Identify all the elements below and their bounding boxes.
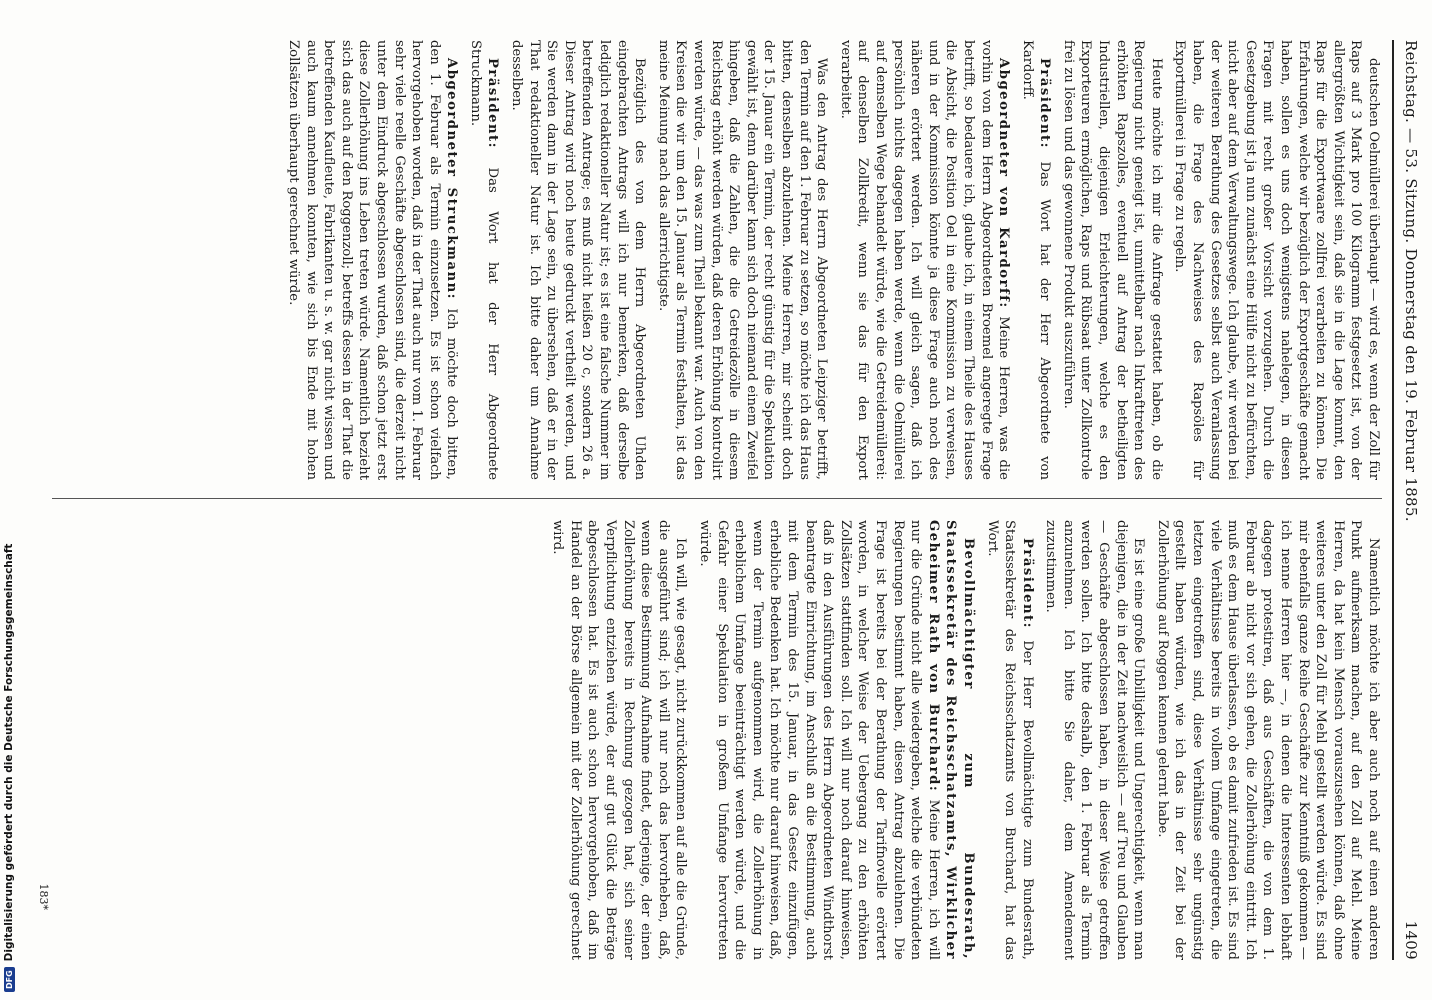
signature-mark: 183* <box>37 883 50 910</box>
right-column <box>543 520 1382 960</box>
speaker-name: Präsident: <box>1037 58 1053 150</box>
body-paragraph: Bezüglich des von dem Herrn Abgeordneten Uhden eingebrachten Antrags will ich nur bemerken, daß derselbe lediglich redaktioneller Natur ist; es ist eine falsche Nummer im betreffenden Antrage; es muß nicht heißen 20 c, sondern 26 a. Dieser Antrag wird noch heute gedruckt vertheilt werden, und Sie werden dann in der Lage sein, zu übersehen, daß er in der That redaktioneller Natur ist. Ich bitte daher um Annahme desselben. <box>509 40 648 480</box>
speaker-paragraph <box>1018 40 1053 480</box>
speech-text: Ich möchte doch bitten, den 1. Februar als Termin einzusetzen. Es ist schon vielfach hervorgehoben worden, daß in der That auch nur vom 1. Februar sehr viele reelle Geschäfte abgeschlossen sind, die derzeit nicht unter dem Eindruck abgeschlossen wurden, daß schon jetzt erst diese Zollerhöhung ins Leben treten würde. Namentlich bezieht sich das auch auf den Roggenzoll; betreffs dessen in der That die betreffenden Kaufleute, Fabrikanten u. s. w. gar nicht wissen und auch kaum annehmen konnten, wie sich bis Ende mit hohen Zollsätzen überhaupt gerechnet würde. <box>285 40 460 480</box>
running-header <box>1398 40 1424 960</box>
body-paragraph: Namentlich möchte ich aber auch noch auf einen anderen Punkt aufmerksam machen, auf den Zoll auf Mehl. Meine Herren, da hat kein Mensch vorauszusehen können, daß ohne weiteres unter den Zoll für Mehl gestellt werden würde. Es sind mir ebenfalls ganze Reihe Geschäfte zur Kenntniß gekommen — ich nenne Herren hier —, in denen die Interessenten lebhaft dagegen protestiren, daß aus Geschäften, die von dem 1. Februar ab nicht vor sich gehen, die Zollerhöhung eintritt. Ich muß es dem Hause überlassen, ob es damit zufrieden ist. Es sind viele Verhältnisse bereits in vollem Umfange eingetreten, die letzten eingetroffen sind, diese Verhältnisse sehr ungünstig gestellt haben würden, wie ich das in der Zeit bei der Zollerhöhung auf Roggen kennen gelernt habe. <box>1154 520 1381 960</box>
speaker-name: Präsident: <box>1019 538 1035 630</box>
speaker-paragraph <box>695 520 977 960</box>
body-paragraph: deutschen Oelmüllerei überhaupt — wird es, wenn der Zoll für Raps auf 3 Mark pro 100 Kilogramm festgesetzt ist, von der allergrößten Wichtigkeit sein, daß sie in die Lage kommt, den Raps für die Exportwaare zollfrei verarbeiten zu können. Die Erfahrungen, welche wir bezüglich der Exportgeschäfte gemacht haben, sollen es uns doch wenigstens nahelegen, in diesen Fragen mit recht großer Vorsicht vorzugehen. Durch die Gesetzgebung ist ja nun zunächst eine Hülfe nicht zu befürchten, nicht aber auf dem Verwaltungswege. Ich glaube, wir werden bei der weiteren Berathung des Gesetzes selbst auch Veranlassung haben, die Frage des Nachweises des Rapsöles für Exportmüllerei in Frage zu regeln. <box>1172 40 1381 480</box>
speaker-name: Abgeordneter Struckmann: <box>444 58 460 301</box>
speaker-paragraph <box>983 520 1036 960</box>
body-paragraph: Es ist eine große Unbilligkeit und Ungerechtigkeit, wenn man diejenigen, die in der Zeit nachweislich — auf Treu und Glauben — Geschäfte abgeschlossen haben, in dieser Weise getroffen werden sollen. Ich bitte deshalb, den 1. Februar als Termin anzunehmen. Ich bitte Sie daher, dem Amendement zuzustimmen. <box>1043 520 1147 960</box>
speaker-paragraph <box>836 40 1012 480</box>
page-number: 1409 <box>1402 920 1420 960</box>
speech-text: Das Wort hat der Herr Abgeordnete von Kardorff. <box>1019 40 1053 480</box>
speech-text: Meine Herren, was die vorhin von dem Herrn Abgeordneten Broemel angeregte Frage betrifft, so bedauere ich, glaube ich, in einem Theile des Hauses die Absicht, die Position Oel in eine Kommission zu verweisen, und in der Kommission könnte ja diese Frage auch noch des näheren erörtert werden. Ich will gleich sagen, daß ich persönlich nichts dagegen haben werde, wenn die Oelmüllerei auf demselben Wege behandelt würde, wie die Getreidemüllerei: auf denselben Zollkredit, wenn sie das für den Export verarbeitet. <box>837 40 1012 480</box>
margin-note-text: Digitalisierung gefördert durch die Deutsche Forschungsgemeinschaft <box>3 543 15 962</box>
speech-text: Der Herr Bevollmächtigte zum Bundesrath, Staatssekretär des Reichsschatzamts von Burchard, hat das Wort. <box>984 520 1035 960</box>
body-paragraph: Ich will, wie gesagt, nicht zurückkommen auf alle die Gründe, die ausgeführt sind; ich will nur noch das hervorheben, daß, wenn diese Bestimmung Aufnahme findet, derjenige, der einen Zollerhöhung bereits in Rechnung gezogen hat, sich seiner Verpflichtung entziehen würde, der auf gut Glück die Beträge abgeschlossen hat. Es ist auch schon hervorgehoben, daß im Handel an der Börse allgemein mit der Zollerhöhung gerechnet wird. <box>550 520 689 960</box>
body-paragraph: Was den Antrag des Herrn Abgeordneten Leipziger betrifft, den Termin auf den 1. Februar zu setzen, so möchte ich das Haus bitten, denselben abzulehnen. Meine Herren, mir scheint doch der 15. Januar ein Termin, der recht günstig für die Spekulation gewählt ist, denn darüber kann sich doch niemand einem Zweifel hingeben, daß die Zahlen, die die Getreidezölle in diesem Reichstag erhöht werden würden, daß deren Erhöhung kontrolirt werden würde, — das was zum Theil bekannt war. Auch von den Kreisen die wir um den 15. Januar als Termin festhalten, ist das meine Meinung nach das allerrichtigste. <box>655 40 830 480</box>
column-divider <box>52 498 1382 499</box>
speech-text: Meine Herren, ich will nur die Gründe nicht alle wiedergeben, welche die verbündeten Regierungen bestimmt haben, diesen Antrag abzulehnen. Die Frage ist bereits bei der Berathung der Tarifnovelle erörtert worden, in welcher Weise der Uebergang zu den erhöhten Zollsätzen stattfinden soll. Ich will nur noch darauf hinweisen, daß in den Ausführungen des Herrn Abgeordneten Windthorst beantragte Einrichtung, im Anschluß an die Bestimmung, auch mit dem Termin des 15. Januar, in das Gesetz einzufügen, erhebliche Bedenken hat. Ich möchte nur darauf hinweisen, daß, wenn der Termin aufgenommen wird, die Zollerhöhung in erheblichem Umfange beeinträchtigt werden würde, und die Gefahr einer Spekulation in großem Umfange hervortreten würde. <box>697 520 941 961</box>
speaker-paragraph <box>466 40 501 480</box>
header-title: Reichstag. — 53. Sitzung. Donnerstag den 19. Februar 1885. <box>1402 40 1420 522</box>
margin-strip <box>0 0 18 1000</box>
speaker-name: Bevollmächtigter zum Bundesrath, Staatssekretär des Reichsschatzamts, Wirklicher Geheimer Rath von Burchard: <box>925 520 976 960</box>
speaker-name: Abgeordneter von Kardorff: <box>996 58 1012 309</box>
dfg-logo: DFG <box>4 967 15 992</box>
speaker-paragraph <box>284 40 460 480</box>
left-column <box>278 40 1382 480</box>
speech-text: Das Wort hat der Herr Abgeordnete Struckmann. <box>467 40 501 480</box>
speaker-name: Präsident: <box>485 58 501 150</box>
body-paragraph: Heute möchte ich mir die Anfrage gestattet haben, ob die Regierung nicht geneigt ist, unmittelbar nach Inkrafttreten des erhöhten Rapszolles, eventuell auf Antrag der betheiligten Industriellen, diejenigen Erleichterungen, welche es den Exporteuren ermöglichen, Raps und Rübsaat unter Zollkontrole frei zu lösen und das gewonnene Produkt auszuführen. <box>1060 40 1164 480</box>
header-rule <box>1392 40 1394 960</box>
margin-note <box>2 12 16 992</box>
